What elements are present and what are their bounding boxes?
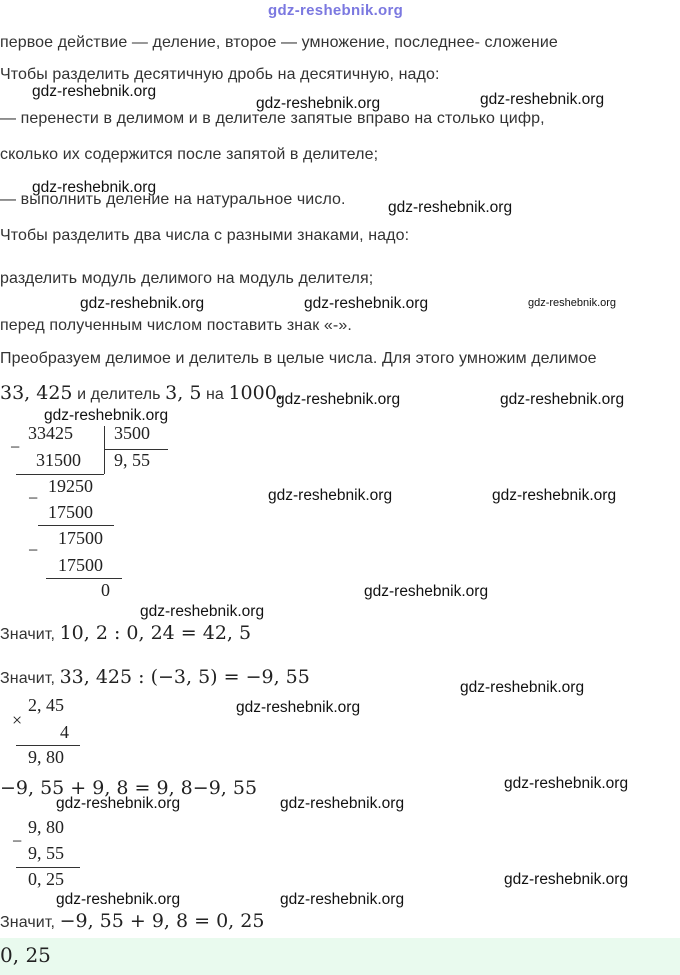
division-line-2: [38, 525, 114, 526]
division-remainder-1: 19250: [48, 476, 93, 496]
watermark: gdz-reshebnik.org: [140, 603, 265, 620]
watermark: gdz-reshebnik.org: [56, 795, 181, 812]
znachit-label-3: Значит,: [0, 914, 60, 931]
watermark: gdz-reshebnik.org: [480, 91, 605, 108]
division-minus-2: −: [28, 488, 39, 508]
dividend-value: 33, 425: [0, 382, 73, 404]
header-watermark[interactable]: gdz-reshebnik.org: [268, 2, 404, 19]
text-line-minus-sign: перед полученным числом поставить знак «-».: [0, 317, 352, 334]
result-1-expression: 10, 2 : 0, 24 = 42, 5: [59, 622, 252, 644]
watermark: gdz-reshebnik.org: [304, 295, 429, 312]
watermark: gdz-reshebnik.org: [32, 179, 157, 196]
rearranged-expression: −9, 55 + 9, 8 = 9, 8−9, 55: [0, 777, 258, 799]
subtraction-result: 0, 25: [28, 869, 64, 889]
text-line-rule-decimal: Чтобы разделить десятичную дробь на десятичную, надо:: [0, 66, 440, 83]
watermark: gdz-reshebnik.org: [504, 871, 629, 888]
division-subtrahend-3: 17500: [58, 555, 103, 575]
subtraction-line: [16, 867, 80, 868]
watermark: gdz-reshebnik.org: [460, 679, 585, 696]
text-line-divide-natural: — выполнить деление на натуральное число.: [0, 191, 346, 208]
text-line-digits-count: сколько их содержится после запятой в делителе;: [0, 146, 379, 163]
text-by: на: [201, 386, 229, 403]
division-line-3: [46, 578, 122, 579]
subtraction-bottom: 9, 55: [28, 843, 64, 863]
multiplication-top: 2, 45: [28, 695, 64, 715]
division-subtrahend-1: 31500: [36, 450, 81, 470]
watermark: gdz-reshebnik.org: [388, 199, 513, 216]
watermark: gdz-reshebnik.org: [276, 391, 401, 408]
watermark: gdz-reshebnik.org: [492, 487, 617, 504]
division-dividend: 33425: [28, 423, 73, 443]
text-line-multiply-1000: [0, 382, 283, 404]
division-minus-1: −: [10, 437, 21, 457]
division-minus-3: −: [28, 540, 39, 560]
watermark: gdz-reshebnik.org: [44, 407, 169, 424]
watermark: gdz-reshebnik.org: [56, 891, 181, 908]
multiplier-value: 1000.: [228, 382, 283, 404]
division-remainder-2: 17500: [58, 528, 103, 548]
watermark: gdz-reshebnik.org: [364, 583, 489, 600]
watermark: gdz-reshebnik.org: [280, 795, 405, 812]
divisor-value: 3, 5: [165, 382, 202, 404]
result-line-1: [0, 622, 251, 644]
result-2-expression: 33, 425 : (−3, 5) = −9, 55: [59, 666, 310, 688]
multiplication-result: 9, 80: [28, 747, 64, 767]
watermark: gdz-reshebnik.org: [236, 699, 361, 716]
text-line-convert: Преобразуем делимое и делитель в целые числа. Для этого умножим делимое: [0, 350, 597, 367]
division-line-1: [16, 474, 104, 475]
multiplication-bottom: 4: [60, 722, 69, 742]
final-expression: −9, 55 + 9, 8 = 0, 25: [59, 910, 265, 932]
answer-box: [0, 938, 680, 975]
subtraction-top: 9, 80: [28, 817, 64, 837]
text-line-rule-signs: Чтобы разделить два числа с разными знаками, надо:: [0, 227, 410, 244]
znachit-label-1: Значит,: [0, 626, 60, 643]
multiplication-sign: ×: [12, 710, 23, 730]
division-divisor: 3500: [114, 423, 150, 443]
watermark: gdz-reshebnik.org: [256, 95, 381, 112]
watermark: gdz-reshebnik.org: [268, 487, 393, 504]
text-line-move-commas: — перенести в делимом и в делителе запятые вправо на столько цифр,: [0, 110, 545, 127]
text-line-order: первое действие — деление, второе — умножение, последнее- сложение: [0, 34, 558, 51]
text-and-divisor: и делитель: [72, 386, 166, 403]
subtraction-sign: −: [12, 831, 23, 851]
watermark: gdz-reshebnik.org: [504, 775, 629, 792]
division-quotient: 9, 55: [114, 450, 150, 470]
watermark: gdz-reshebnik.org: [80, 295, 205, 312]
answer-value: 0, 25: [0, 943, 51, 967]
division-final-remainder: 0: [101, 580, 110, 600]
final-line: [0, 910, 264, 932]
watermark: gdz-reshebnik.org: [528, 297, 617, 309]
text-line-modulus: разделить модуль делимого на модуль делителя;: [0, 270, 374, 287]
division-vertical-bar: [104, 426, 105, 474]
multiplication-line: [16, 745, 80, 746]
watermark: gdz-reshebnik.org: [500, 391, 625, 408]
division-subtrahend-2: 17500: [48, 502, 93, 522]
result-line-2: [0, 666, 310, 688]
watermark: gdz-reshebnik.org: [32, 83, 157, 100]
znachit-label-2: Значит,: [0, 670, 60, 687]
watermark: gdz-reshebnik.org: [280, 891, 405, 908]
